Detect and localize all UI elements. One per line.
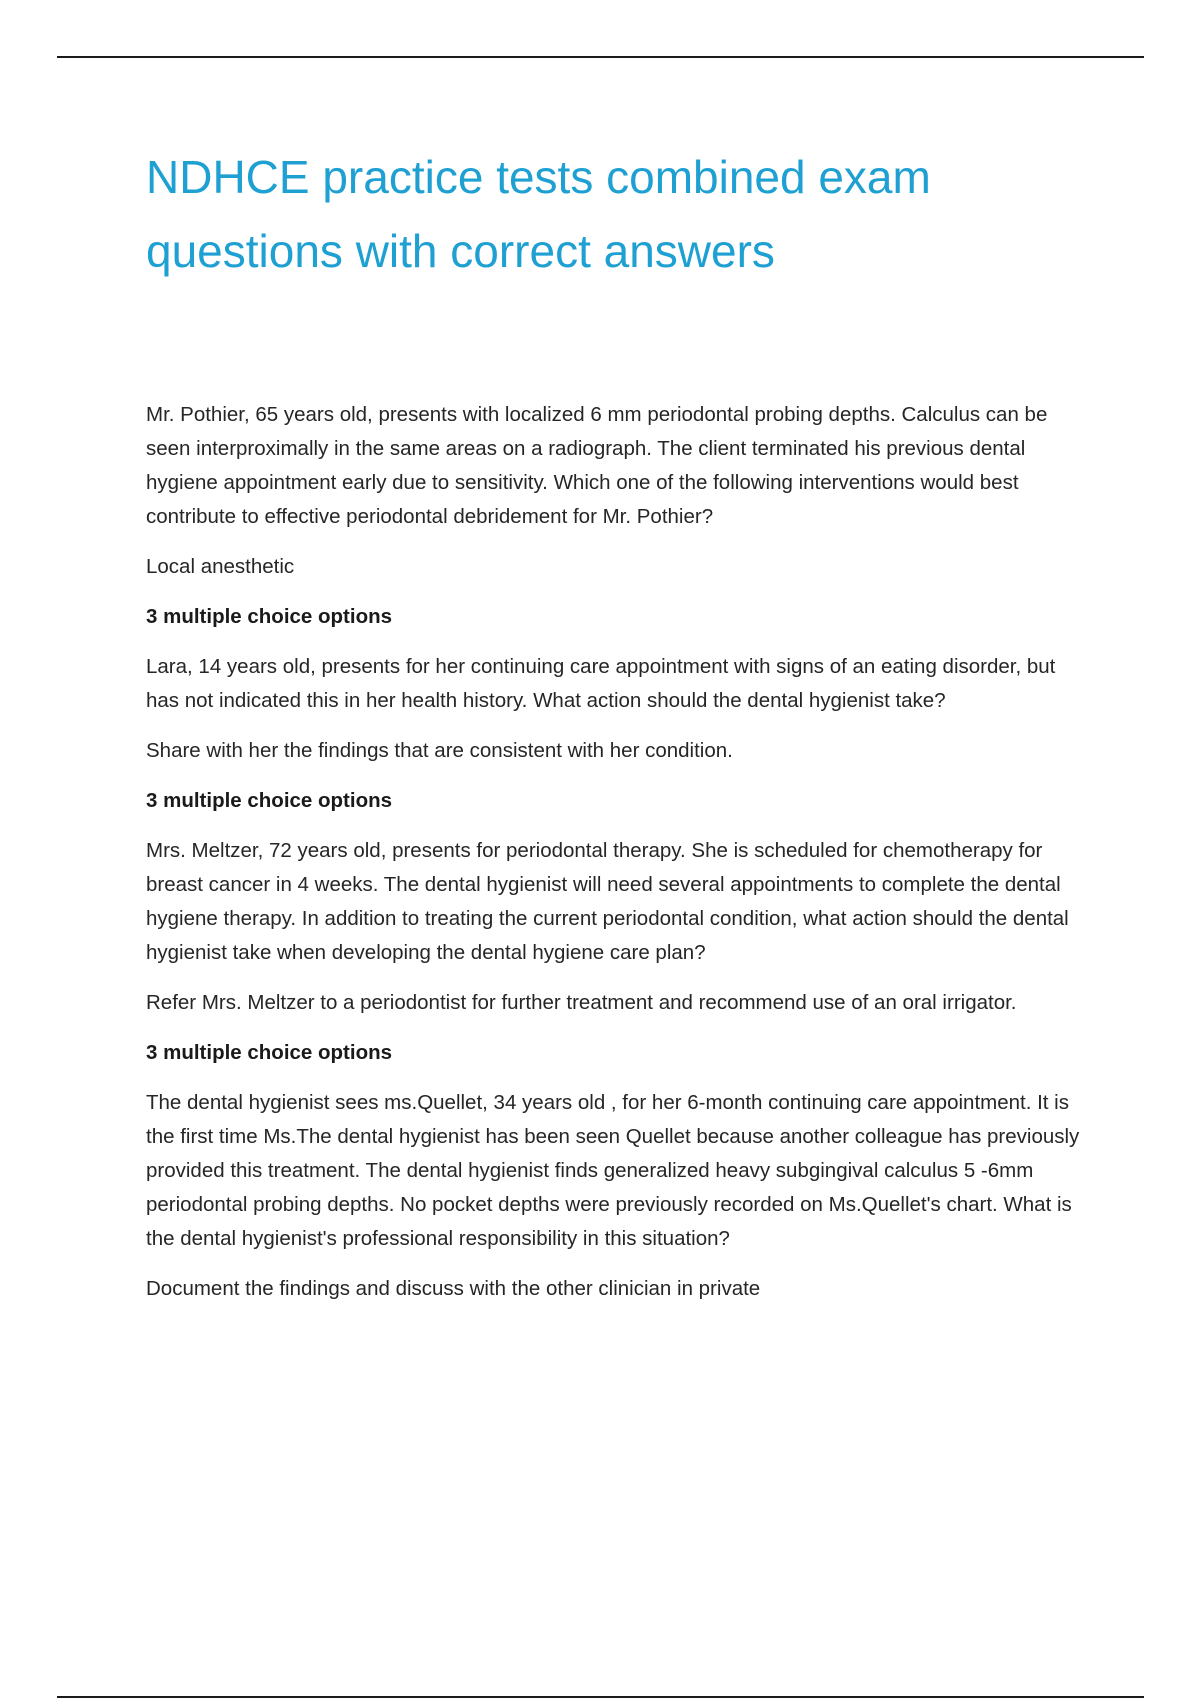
question-list (146, 398, 1081, 1306)
top-rule (57, 56, 1144, 58)
options-note: 3 multiple choice options (146, 605, 393, 628)
answer-text: Document the findings and discuss with the other clinician in private (146, 1277, 761, 1300)
document-title: NDHCE practice tests combined exam questions with correct answers (146, 151, 931, 277)
question-text: Lara, 14 years old, presents for her continuing care appointment with signs of an eating disorder, but has not indicated this in her health history. What action should the dental hygienist take? (146, 655, 1056, 712)
options-note: 3 multiple choice options (146, 789, 393, 812)
answer-text: Share with her the findings that are consistent with her condition. (146, 739, 733, 762)
answer-text: Local anesthetic (146, 555, 295, 578)
question-text: Mr. Pothier, 65 years old, presents with localized 6 mm periodontal probing depths. Calculus can be seen interproximally in the same areas on a radiograph. The client terminated his previous dental hygiene appointment early due to sensitivity. Which one of the following interventions would best contribute to effective periodontal debridement for Mr. Pothier? (146, 403, 1048, 528)
document-body (146, 140, 1081, 1322)
question-text: The dental hygienist sees ms.Quellet, 34 years old , for her 6-month continuing care appointment. It is the first time Ms.The dental hygienist has been seen Quellet because another colleague has previously provided this treatment. The dental hygienist finds generalized heavy subgingival calculus 5 -6mm periodontal probing depths. No pocket depths were previously recorded on Ms.Quellet's chart. What is the dental hygienist's professional responsibility in this situation? (146, 1091, 1080, 1250)
bottom-rule (57, 1696, 1144, 1698)
options-note: 3 multiple choice options (146, 1041, 393, 1064)
question-text: Mrs. Meltzer, 72 years old, presents for periodontal therapy. She is scheduled for chemotherapy for breast cancer in 4 weeks. The dental hygienist will need several appointments to complete the dental hygiene therapy. In addition to treating the current periodontal condition, what action should the dental hygienist take when developing the dental hygiene care plan? (146, 839, 1069, 964)
answer-text: Refer Mrs. Meltzer to a periodontist for further treatment and recommend use of an oral irrigator. (146, 991, 1017, 1014)
